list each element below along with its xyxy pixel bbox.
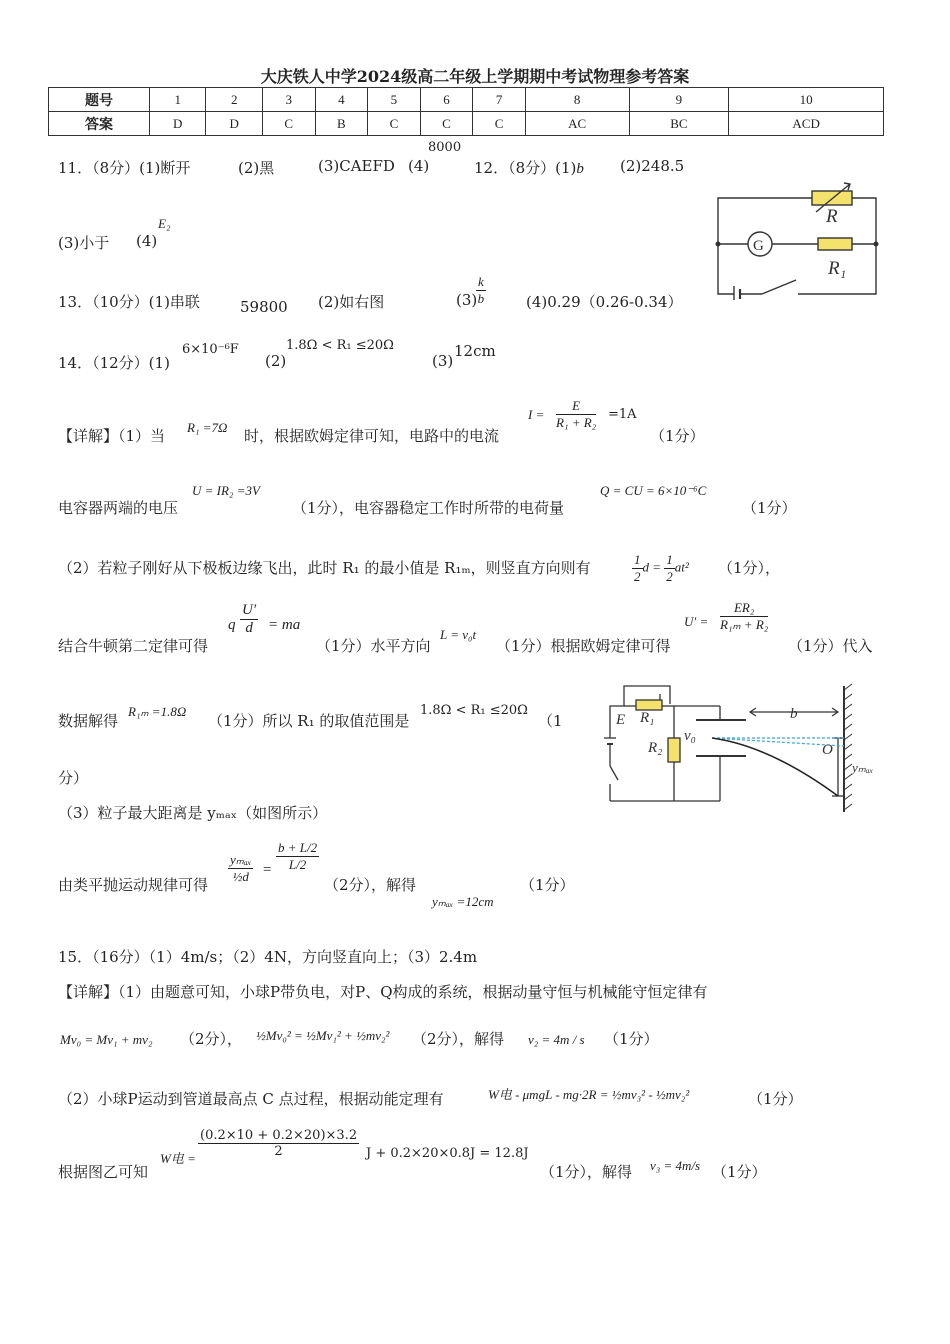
cell: D bbox=[150, 112, 206, 136]
q15-d4frac: $\frac{(0.2\times 10 + 0.2\times 20)\times 3.2}{2}$ bbox=[200, 1128, 358, 1159]
cell: C bbox=[262, 112, 315, 136]
q14-d2eq: U = IR₂ =3V bbox=[192, 483, 260, 498]
q15-d2eq3: v₂ = 4m / s bbox=[528, 1032, 585, 1047]
q14-a2: 1.8Ω < R₁ ≤20Ω bbox=[286, 338, 394, 353]
capacitor-diagram-q14 bbox=[600, 676, 892, 818]
label-r1: R₁ bbox=[828, 258, 847, 279]
cell: AC bbox=[525, 112, 629, 136]
q14-d4a: 结合牛顿第二定律可得 bbox=[58, 637, 209, 655]
cell: B bbox=[315, 112, 368, 136]
cell: 8 bbox=[525, 88, 629, 112]
wall-hatching bbox=[844, 684, 852, 810]
row-label: 答案 bbox=[49, 112, 150, 136]
q14-d5c: 分） bbox=[58, 769, 89, 787]
answer-table bbox=[48, 87, 884, 136]
label-r2: R₂ bbox=[648, 740, 663, 756]
q14-d7frac1: yₘₐₓ ½d bbox=[230, 852, 252, 884]
cell: 9 bbox=[629, 88, 729, 112]
label-r: R bbox=[826, 206, 838, 227]
q14-d5pt: （1 bbox=[538, 712, 563, 730]
q14-d4eq3: U′ = bbox=[684, 614, 709, 629]
q14-d2eq2: Q = CU = 6×10⁻⁶C bbox=[600, 483, 707, 498]
table-row-answers bbox=[49, 112, 884, 136]
q14-d1pt: （1分） bbox=[650, 427, 705, 445]
q13-val: 59800 bbox=[240, 298, 288, 316]
cell: 1 bbox=[150, 88, 206, 112]
table-row-numbers bbox=[49, 88, 884, 112]
q14-d7eq: yₘₐₓ =12cm bbox=[432, 894, 494, 909]
q14-d4eq: q bbox=[228, 617, 236, 633]
q15-d4pt: （1分），解得 bbox=[540, 1163, 633, 1181]
cell: BC bbox=[629, 112, 729, 136]
q14-p2: (2) bbox=[265, 352, 287, 370]
q11-v4: 8000 bbox=[428, 140, 462, 155]
cell: ACD bbox=[729, 112, 884, 136]
q13-p3: (3) bbox=[456, 291, 478, 309]
q14-eq-sign: = bbox=[262, 862, 273, 878]
q14-d4frac3: $\frac{\text{ER₂}}{\text{R₁ₘ + R₂}}$ bbox=[720, 600, 769, 632]
q14-d1a: 【详解】（1）当 bbox=[58, 427, 166, 445]
q11-head: 11．（8分）(1)断开 bbox=[58, 159, 191, 177]
q14-d2pt: （1分），电容器稳定工作时所带的电荷量 bbox=[292, 499, 565, 517]
q14-d1b: R₁ =7Ω bbox=[187, 420, 228, 435]
q14-d4eq2: L = v₀t bbox=[440, 627, 477, 642]
cell: 3 bbox=[262, 88, 315, 112]
q15-d1: 【详解】（1）由题意可知，小球P带负电，对P、Q构成的系统，根据动量守恒与机械能守恒定律有 bbox=[58, 983, 708, 1001]
cell: 4 bbox=[315, 88, 368, 112]
cell: 2 bbox=[206, 88, 262, 112]
q15-d3pt: （1分） bbox=[748, 1090, 803, 1108]
label-r1: R₁ bbox=[640, 710, 655, 726]
q15-head: 15．（16分）（1）4m/s；（2）4N，方向竖直向上；（3）2.4m bbox=[58, 948, 478, 966]
q14-d5eq: R₁ₘ =1.8Ω bbox=[128, 704, 187, 719]
q14-d7frac2: $\frac{b + L/2}{L/2}$ bbox=[278, 840, 318, 872]
q15-d4eq2: v₃ = 4m/s bbox=[650, 1158, 701, 1173]
q11-p2: (2)黑 bbox=[238, 159, 275, 177]
q14-d4pt: （1分）水平方向 bbox=[316, 637, 431, 655]
q13-head: 13．（10分）(1)串联 bbox=[58, 293, 200, 311]
q14-d6: （3）粒子最大距离是 yₘₐₓ（如图所示） bbox=[58, 804, 328, 822]
cell: D bbox=[206, 112, 262, 136]
cell: C bbox=[420, 112, 473, 136]
label-v0: v₀ bbox=[684, 728, 696, 744]
cell: 5 bbox=[368, 88, 421, 112]
q14-d4res: = ma bbox=[268, 617, 301, 633]
q14-d4pt2: （1分）根据欧姆定律可得 bbox=[496, 637, 671, 655]
q14-d1frac: $\frac{E}{\text{R₁ + R₂}}$ bbox=[556, 398, 597, 430]
q11-p3: (3)CAEFD bbox=[318, 157, 395, 175]
q14-d1res: =1A bbox=[608, 407, 637, 422]
cell: C bbox=[368, 112, 421, 136]
q15-d2eq2: ½Mv₀² = ½Mv₁² + ½mv₂² bbox=[256, 1028, 390, 1043]
label-g: G bbox=[753, 238, 764, 254]
q13-p4: (4)0.29（0.26-0.34） bbox=[526, 293, 683, 311]
q14-d5a: 数据解得 bbox=[58, 712, 119, 730]
q11-p4: (4) bbox=[408, 157, 430, 175]
page-title: 大庆铁人中学2024级高二年级上学期期中考试物理参考答案 bbox=[260, 67, 690, 86]
q15-d3: （2）小球P运动到管道最高点 C 点过程，根据动能定理有 bbox=[58, 1090, 444, 1108]
q14-d3eq: $\frac{1}{2}$ d = $\frac{1}{2}$ at² bbox=[634, 552, 689, 584]
cell: C bbox=[473, 112, 526, 136]
q14-head: 14．（12分）(1) bbox=[58, 354, 170, 372]
label-e: E bbox=[616, 712, 626, 728]
q11-v4b: E₂ bbox=[158, 216, 171, 231]
q14-d5b: （1分）所以 R₁ 的取值范围是 bbox=[208, 712, 410, 730]
circuit-diagram-q13 bbox=[708, 178, 884, 300]
q14-d5eq2: 1.8Ω < R₁ ≤20Ω bbox=[420, 703, 528, 718]
q14-d2pt2: （1分） bbox=[742, 499, 797, 517]
q15-d2eq: Mv₀ = Mv₁ + mv₂ bbox=[60, 1032, 153, 1047]
q15-d2pt3: （1分） bbox=[604, 1030, 659, 1048]
q15-d4pt2: （1分） bbox=[712, 1163, 767, 1181]
row-label: 题号 bbox=[49, 88, 150, 112]
q14-a3: 12cm bbox=[454, 342, 496, 360]
label-ymax: yₘₐₓ bbox=[852, 760, 874, 775]
q13-frac: $\frac{k}{b}$ bbox=[477, 274, 485, 306]
q14-d1eq: I = bbox=[528, 407, 545, 422]
q14-d4frac: $\frac{U'}{d}$ bbox=[242, 602, 257, 636]
q11-p4b: (4) bbox=[136, 232, 158, 250]
q14-d7pt: （1分） bbox=[520, 876, 575, 894]
q14-d7b: （2分），解得 bbox=[324, 876, 417, 894]
q14-d3pt: （1分）， bbox=[718, 559, 781, 577]
q11-p3b: (3)小于 bbox=[58, 234, 110, 252]
trajectory bbox=[712, 738, 838, 796]
cell: 10 bbox=[729, 88, 884, 112]
q15-d2pt: （2分）， bbox=[180, 1030, 243, 1048]
q14-d7a: 由类平抛运动规律可得 bbox=[58, 876, 209, 894]
q12-p2: (2)248.5 bbox=[620, 157, 685, 175]
q15-d4eq: W电 = bbox=[160, 1151, 196, 1166]
q15-d4a: 根据图乙可知 bbox=[58, 1163, 149, 1181]
cell: 6 bbox=[420, 88, 473, 112]
q15-d4res: J + 0.2×20×0.8J = 12.8J bbox=[366, 1146, 529, 1161]
label-b: b bbox=[790, 706, 798, 722]
q12-head: 12．（8分）(1)b bbox=[474, 159, 584, 177]
q13-p2: (2)如右图 bbox=[318, 293, 385, 311]
q15-d2pt2: （2分），解得 bbox=[412, 1030, 505, 1048]
q14-d3: （2）若粒子刚好从下极板边缘飞出，此时 R₁ 的最小值是 R₁ₘ，则竖直方向则有 bbox=[58, 559, 591, 577]
q14-d4pt3: （1分）代入 bbox=[788, 637, 873, 655]
q14-p3: (3) bbox=[432, 352, 454, 370]
q15-d3eq: W电 - μmgL - mg·2R = ½mv₃² - ½mv₂² bbox=[488, 1087, 690, 1102]
label-o: O bbox=[822, 742, 833, 758]
q14-d1c: 时，根据欧姆定律可知，电路中的电流 bbox=[244, 427, 500, 445]
cell: 7 bbox=[473, 88, 526, 112]
q14-a1: 6×10⁻⁶F bbox=[182, 342, 239, 357]
q14-d2a: 电容器两端的电压 bbox=[58, 499, 179, 517]
